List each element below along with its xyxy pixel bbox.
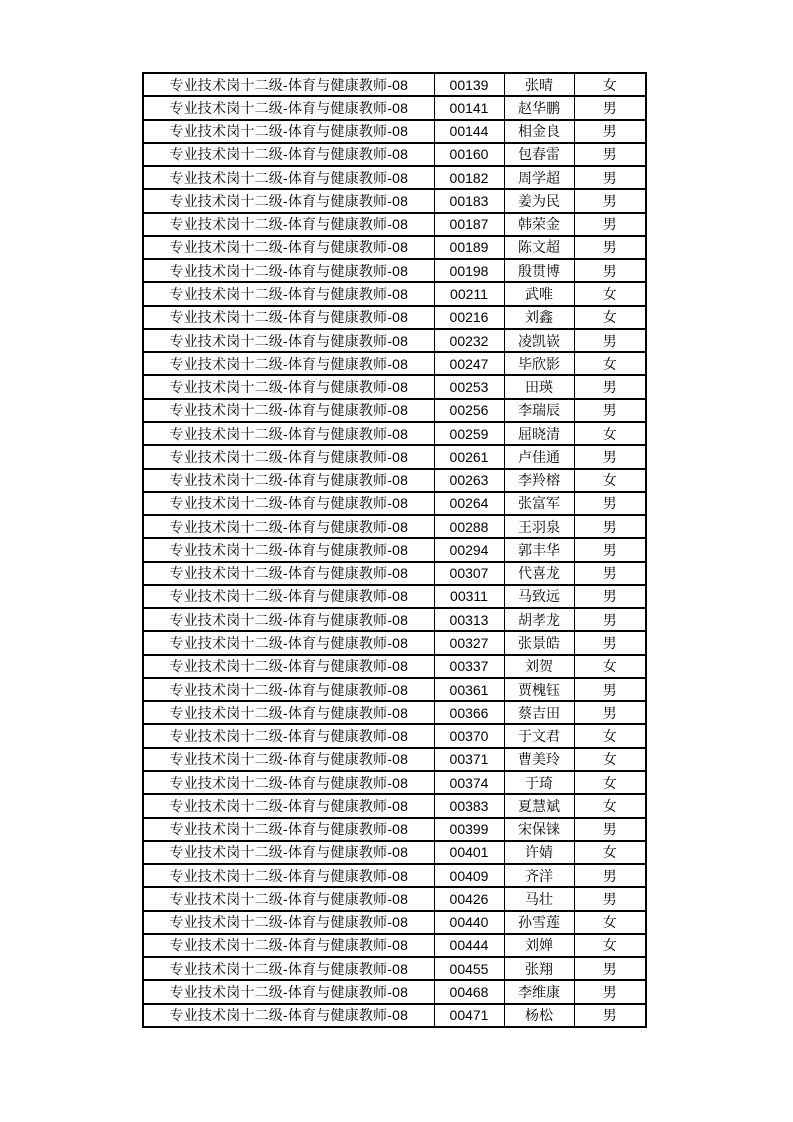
gender-cell: 女 — [574, 794, 646, 817]
code-cell: 00182 — [434, 166, 504, 189]
code-cell: 00259 — [434, 422, 504, 445]
table-row — [143, 306, 646, 329]
position-cell: 专业技术岗十二级-体育与健康教师-08 — [143, 213, 434, 236]
table-row — [143, 841, 646, 864]
code-cell: 00401 — [434, 841, 504, 864]
table-row — [143, 375, 646, 398]
name-cell: 马壮 — [504, 887, 574, 910]
name-cell: 马致远 — [504, 585, 574, 608]
gender-cell: 男 — [574, 259, 646, 282]
gender-cell: 男 — [574, 213, 646, 236]
position-cell: 专业技术岗十二级-体育与健康教师-08 — [143, 492, 434, 515]
gender-cell: 男 — [574, 375, 646, 398]
position-cell: 专业技术岗十二级-体育与健康教师-08 — [143, 562, 434, 585]
name-cell: 孙雪莲 — [504, 911, 574, 934]
table-row — [143, 980, 646, 1003]
table-row — [143, 1004, 646, 1027]
name-cell: 刘鑫 — [504, 306, 574, 329]
gender-cell: 男 — [574, 678, 646, 701]
gender-cell: 女 — [574, 841, 646, 864]
code-cell: 00187 — [434, 213, 504, 236]
table-row — [143, 469, 646, 492]
gender-cell: 男 — [574, 166, 646, 189]
code-cell: 00256 — [434, 399, 504, 422]
table-row — [143, 934, 646, 957]
name-cell: 李维康 — [504, 980, 574, 1003]
name-cell: 韩荣金 — [504, 213, 574, 236]
gender-cell: 男 — [574, 445, 646, 468]
gender-cell: 女 — [574, 724, 646, 747]
code-cell: 00383 — [434, 794, 504, 817]
table-row — [143, 794, 646, 817]
code-cell: 00211 — [434, 282, 504, 305]
gender-cell: 女 — [574, 282, 646, 305]
name-cell: 胡孝龙 — [504, 608, 574, 631]
table-row — [143, 352, 646, 375]
code-cell: 00374 — [434, 771, 504, 794]
code-cell: 00426 — [434, 887, 504, 910]
code-cell: 00468 — [434, 980, 504, 1003]
name-cell: 郭丰华 — [504, 538, 574, 561]
position-cell: 专业技术岗十二级-体育与健康教师-08 — [143, 73, 434, 96]
table-row — [143, 887, 646, 910]
gender-cell: 男 — [574, 887, 646, 910]
name-cell: 殷贯博 — [504, 259, 574, 282]
code-cell: 00189 — [434, 236, 504, 259]
gender-cell: 女 — [574, 469, 646, 492]
code-cell: 00455 — [434, 957, 504, 980]
gender-cell: 男 — [574, 329, 646, 352]
table-row — [143, 399, 646, 422]
position-cell: 专业技术岗十二级-体育与健康教师-08 — [143, 771, 434, 794]
name-cell: 田瑛 — [504, 375, 574, 398]
table-row — [143, 445, 646, 468]
name-cell: 凌凯嵚 — [504, 329, 574, 352]
gender-cell: 女 — [574, 422, 646, 445]
code-cell: 00261 — [434, 445, 504, 468]
position-cell: 专业技术岗十二级-体育与健康教师-08 — [143, 236, 434, 259]
gender-cell: 男 — [574, 957, 646, 980]
position-cell: 专业技术岗十二级-体育与健康教师-08 — [143, 631, 434, 654]
gender-cell: 男 — [574, 1004, 646, 1027]
gender-cell: 男 — [574, 864, 646, 887]
position-cell: 专业技术岗十二级-体育与健康教师-08 — [143, 445, 434, 468]
position-cell: 专业技术岗十二级-体育与健康教师-08 — [143, 469, 434, 492]
gender-cell: 男 — [574, 608, 646, 631]
table-row — [143, 911, 646, 934]
table-row — [143, 422, 646, 445]
code-cell: 00366 — [434, 701, 504, 724]
code-cell: 00409 — [434, 864, 504, 887]
position-cell: 专业技术岗十二级-体育与健康教师-08 — [143, 143, 434, 166]
code-cell: 00183 — [434, 189, 504, 212]
table-row — [143, 562, 646, 585]
table-row — [143, 631, 646, 654]
gender-cell: 男 — [574, 120, 646, 143]
gender-cell: 男 — [574, 399, 646, 422]
name-cell: 张翔 — [504, 957, 574, 980]
name-cell: 贾槐钰 — [504, 678, 574, 701]
gender-cell: 男 — [574, 538, 646, 561]
position-cell: 专业技术岗十二级-体育与健康教师-08 — [143, 120, 434, 143]
table-row — [143, 957, 646, 980]
name-cell: 周学超 — [504, 166, 574, 189]
code-cell: 00337 — [434, 655, 504, 678]
gender-cell: 男 — [574, 980, 646, 1003]
code-cell: 00216 — [434, 306, 504, 329]
gender-cell: 女 — [574, 655, 646, 678]
table-row — [143, 608, 646, 631]
position-cell: 专业技术岗十二级-体育与健康教师-08 — [143, 422, 434, 445]
table-row — [143, 166, 646, 189]
code-cell: 00307 — [434, 562, 504, 585]
table-row — [143, 120, 646, 143]
name-cell: 齐洋 — [504, 864, 574, 887]
position-cell: 专业技术岗十二级-体育与健康教师-08 — [143, 724, 434, 747]
table-row — [143, 492, 646, 515]
code-cell: 00232 — [434, 329, 504, 352]
position-cell: 专业技术岗十二级-体育与健康教师-08 — [143, 375, 434, 398]
gender-cell: 男 — [574, 189, 646, 212]
name-cell: 相金良 — [504, 120, 574, 143]
position-cell: 专业技术岗十二级-体育与健康教师-08 — [143, 329, 434, 352]
gender-cell: 女 — [574, 911, 646, 934]
gender-cell: 女 — [574, 73, 646, 96]
position-cell: 专业技术岗十二级-体育与健康教师-08 — [143, 911, 434, 934]
name-cell: 王羽泉 — [504, 515, 574, 538]
name-cell: 于琦 — [504, 771, 574, 794]
gender-cell: 女 — [574, 771, 646, 794]
code-cell: 00327 — [434, 631, 504, 654]
code-cell: 00160 — [434, 143, 504, 166]
code-cell: 00440 — [434, 911, 504, 934]
gender-cell: 男 — [574, 96, 646, 119]
code-cell: 00198 — [434, 259, 504, 282]
roster-table — [142, 72, 647, 1028]
code-cell: 00139 — [434, 73, 504, 96]
name-cell: 刘贺 — [504, 655, 574, 678]
gender-cell: 女 — [574, 306, 646, 329]
table-row — [143, 655, 646, 678]
table-body — [143, 73, 646, 1027]
table-row — [143, 515, 646, 538]
table-row — [143, 236, 646, 259]
position-cell: 专业技术岗十二级-体育与健康教师-08 — [143, 1004, 434, 1027]
table-row — [143, 864, 646, 887]
position-cell: 专业技术岗十二级-体育与健康教师-08 — [143, 934, 434, 957]
table-row — [143, 748, 646, 771]
table-row — [143, 189, 646, 212]
name-cell: 张晴 — [504, 73, 574, 96]
name-cell: 许婧 — [504, 841, 574, 864]
gender-cell: 男 — [574, 818, 646, 841]
name-cell: 李羚榕 — [504, 469, 574, 492]
position-cell: 专业技术岗十二级-体育与健康教师-08 — [143, 585, 434, 608]
code-cell: 00371 — [434, 748, 504, 771]
code-cell: 00141 — [434, 96, 504, 119]
name-cell: 于文君 — [504, 724, 574, 747]
gender-cell: 男 — [574, 236, 646, 259]
name-cell: 赵华鹏 — [504, 96, 574, 119]
gender-cell: 男 — [574, 515, 646, 538]
name-cell: 代喜龙 — [504, 562, 574, 585]
table-row — [143, 701, 646, 724]
table-row — [143, 213, 646, 236]
name-cell: 曹美玲 — [504, 748, 574, 771]
position-cell: 专业技术岗十二级-体育与健康教师-08 — [143, 166, 434, 189]
position-cell: 专业技术岗十二级-体育与健康教师-08 — [143, 96, 434, 119]
position-cell: 专业技术岗十二级-体育与健康教师-08 — [143, 701, 434, 724]
code-cell: 00144 — [434, 120, 504, 143]
name-cell: 包春雷 — [504, 143, 574, 166]
code-cell: 00247 — [434, 352, 504, 375]
position-cell: 专业技术岗十二级-体育与健康教师-08 — [143, 538, 434, 561]
table-row — [143, 724, 646, 747]
position-cell: 专业技术岗十二级-体育与健康教师-08 — [143, 841, 434, 864]
code-cell: 00294 — [434, 538, 504, 561]
position-cell: 专业技术岗十二级-体育与健康教师-08 — [143, 748, 434, 771]
position-cell: 专业技术岗十二级-体育与健康教师-08 — [143, 887, 434, 910]
gender-cell: 男 — [574, 562, 646, 585]
position-cell: 专业技术岗十二级-体育与健康教师-08 — [143, 864, 434, 887]
name-cell: 武唯 — [504, 282, 574, 305]
name-cell: 刘婵 — [504, 934, 574, 957]
name-cell: 宋保铼 — [504, 818, 574, 841]
table-row — [143, 538, 646, 561]
gender-cell: 男 — [574, 631, 646, 654]
position-cell: 专业技术岗十二级-体育与健康教师-08 — [143, 794, 434, 817]
name-cell: 张富军 — [504, 492, 574, 515]
table-row — [143, 329, 646, 352]
name-cell: 陈文超 — [504, 236, 574, 259]
position-cell: 专业技术岗十二级-体育与健康教师-08 — [143, 515, 434, 538]
name-cell: 卢佳通 — [504, 445, 574, 468]
code-cell: 00253 — [434, 375, 504, 398]
position-cell: 专业技术岗十二级-体育与健康教师-08 — [143, 259, 434, 282]
name-cell: 李瑞辰 — [504, 399, 574, 422]
gender-cell: 男 — [574, 492, 646, 515]
position-cell: 专业技术岗十二级-体育与健康教师-08 — [143, 957, 434, 980]
name-cell: 姜为民 — [504, 189, 574, 212]
position-cell: 专业技术岗十二级-体育与健康教师-08 — [143, 282, 434, 305]
name-cell: 张景皓 — [504, 631, 574, 654]
code-cell: 00264 — [434, 492, 504, 515]
position-cell: 专业技术岗十二级-体育与健康教师-08 — [143, 678, 434, 701]
code-cell: 00399 — [434, 818, 504, 841]
position-cell: 专业技术岗十二级-体育与健康教师-08 — [143, 655, 434, 678]
gender-cell: 男 — [574, 143, 646, 166]
position-cell: 专业技术岗十二级-体育与健康教师-08 — [143, 189, 434, 212]
table-row — [143, 585, 646, 608]
gender-cell: 男 — [574, 585, 646, 608]
table-row — [143, 73, 646, 96]
name-cell: 屈晓清 — [504, 422, 574, 445]
position-cell: 专业技术岗十二级-体育与健康教师-08 — [143, 608, 434, 631]
name-cell: 毕欣影 — [504, 352, 574, 375]
gender-cell: 女 — [574, 748, 646, 771]
position-cell: 专业技术岗十二级-体育与健康教师-08 — [143, 980, 434, 1003]
table-row — [143, 678, 646, 701]
position-cell: 专业技术岗十二级-体育与健康教师-08 — [143, 399, 434, 422]
position-cell: 专业技术岗十二级-体育与健康教师-08 — [143, 818, 434, 841]
code-cell: 00444 — [434, 934, 504, 957]
table-row — [143, 259, 646, 282]
gender-cell: 男 — [574, 701, 646, 724]
table-row — [143, 282, 646, 305]
name-cell: 杨松 — [504, 1004, 574, 1027]
gender-cell: 女 — [574, 352, 646, 375]
code-cell: 00311 — [434, 585, 504, 608]
position-cell: 专业技术岗十二级-体育与健康教师-08 — [143, 352, 434, 375]
name-cell: 蔡吉田 — [504, 701, 574, 724]
table-row — [143, 96, 646, 119]
code-cell: 00313 — [434, 608, 504, 631]
gender-cell: 女 — [574, 934, 646, 957]
code-cell: 00288 — [434, 515, 504, 538]
code-cell: 00471 — [434, 1004, 504, 1027]
name-cell: 夏慧斌 — [504, 794, 574, 817]
position-cell: 专业技术岗十二级-体育与健康教师-08 — [143, 306, 434, 329]
table-row — [143, 143, 646, 166]
code-cell: 00263 — [434, 469, 504, 492]
table-row — [143, 771, 646, 794]
code-cell: 00370 — [434, 724, 504, 747]
code-cell: 00361 — [434, 678, 504, 701]
table-row — [143, 818, 646, 841]
